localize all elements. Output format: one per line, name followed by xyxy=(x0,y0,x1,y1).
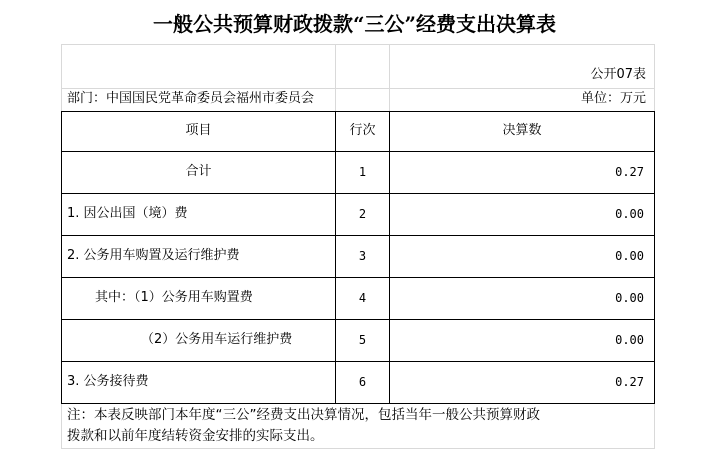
grid-line xyxy=(61,403,62,449)
row-amount: 0.00 xyxy=(615,333,644,347)
row-number: 5 xyxy=(358,333,367,347)
row-number: 6 xyxy=(358,375,367,389)
unit-label: 单位：万元 xyxy=(580,91,646,106)
row-number: 3 xyxy=(358,249,367,263)
table-border xyxy=(61,361,655,362)
grid-line xyxy=(61,88,655,89)
table-border xyxy=(61,151,655,152)
grid-line xyxy=(61,44,655,45)
note-text: 拨款和以前年度结转资金安排的实际支出。 xyxy=(67,428,324,444)
row-item: 合计 xyxy=(185,164,212,179)
table-border xyxy=(61,319,655,320)
row-amount: 0.00 xyxy=(615,249,644,263)
department-label: 部门：中国国民党革命委员会福州市委员会 xyxy=(67,91,315,106)
header-row-no: 行次 xyxy=(349,123,376,138)
table-border xyxy=(61,111,655,112)
table-border xyxy=(61,403,655,404)
table-border xyxy=(654,111,655,404)
note-text: 注：本表反映部门本年度“三公”经费支出决算情况，包括当年一般公共预算财政 xyxy=(67,407,540,423)
row-amount: 0.27 xyxy=(615,165,644,179)
grid-line xyxy=(61,448,655,449)
grid-line xyxy=(335,44,336,114)
table-border xyxy=(61,111,62,404)
grid-line xyxy=(389,44,390,114)
row-item: 其中：（1）公务用车购置费 xyxy=(95,290,253,305)
row-number: 2 xyxy=(358,207,367,221)
table-border xyxy=(61,235,655,236)
row-amount: 0.00 xyxy=(615,207,644,221)
row-number: 4 xyxy=(358,291,367,305)
page-title: 一般公共预算财政拨款“三公”经费支出决算表 xyxy=(152,12,556,36)
row-item: 1. 因公出国（境）费 xyxy=(67,206,188,221)
grid-line xyxy=(61,44,62,114)
table-border xyxy=(61,277,655,278)
row-item: 2. 公务用车购置及运行维护费 xyxy=(67,248,240,263)
grid-line xyxy=(654,403,655,449)
header-amount: 决算数 xyxy=(502,123,542,138)
grid-line xyxy=(654,44,655,114)
row-amount: 0.27 xyxy=(615,375,644,389)
row-item: 3. 公务接待费 xyxy=(67,374,149,389)
table-border xyxy=(61,193,655,194)
row-item: （2）公务用车运行维护费 xyxy=(141,332,293,347)
header-item: 项目 xyxy=(185,123,212,138)
row-amount: 0.00 xyxy=(615,291,644,305)
form-number: 公开07表 xyxy=(590,67,646,82)
row-number: 1 xyxy=(358,165,367,179)
